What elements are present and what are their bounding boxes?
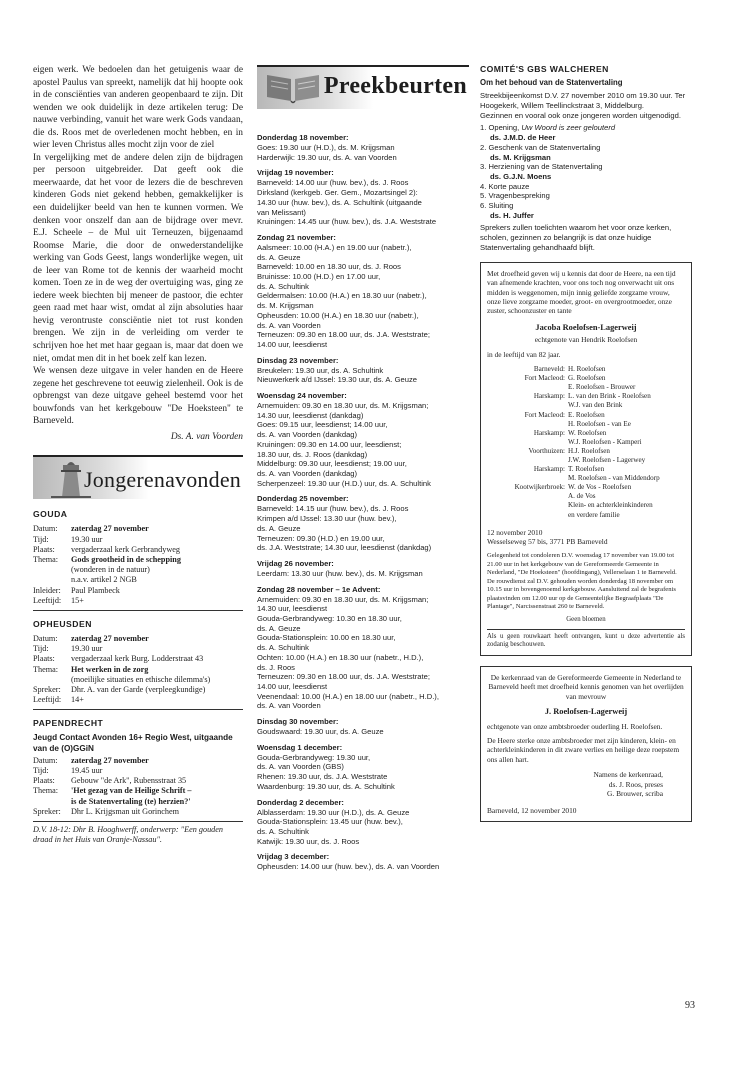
obituary-date: 12 november 2010: [487, 527, 543, 537]
service-day: Dinsdag 23 november: Breukelen: 19.30 uur, ds. A. Schultink Nieuwerkerk a/d IJssel: 19.30 uur, ds. A. Geuze: [257, 355, 417, 385]
service-day: Vrijdag 26 november: Leerdam: 13.30 uur (huw. bev.), ds. M. Krijgsman: [257, 558, 423, 578]
deceased-name: Jacoba Roelofsen-Lagerweij: [535, 322, 637, 332]
preekbeurten-header: [257, 65, 469, 111]
relatives-list: Barneveld: H. Roelofsen Fort Macleod: G. Roelofsen E. Roelofsen - Brouwer Harskamp: L. van den Brink - Roelofsen W.J. van den Brink Fort Macleod: E. Roelofsen H. Roelofsen - van Ee Harskamp: W. Roelofsen W.J. Roelofsen - Kamperi Voorthuizen: H.J. Roelofsen J.W. Roelofsen - Lagerwey Harskamp: T. Roelofsen M. Roelofsen - van Middendorp Kootwijkerbroek: W. de Vos - Roelofsen A. de Vos Klein- en achterkleinkinderen en verdere familie: [514, 365, 660, 519]
divider: [33, 821, 243, 822]
age-line: in de leeftijd van 82 jaar.: [487, 349, 561, 359]
divider: [33, 709, 243, 710]
section-title: Jongerenavonden: [84, 467, 241, 493]
obituary-intro: Met droefheid geven wij u kennis dat door de Heere, na een tijd van afnemende krachten, voor ons toch nog onverwacht uit ons midden is weggenomen, mijn innig geliefde zorgzame vrouw, onze lieve zorgzame moeder, groot- en overgrootmoeder, onze zuster, schoonzuster en tante: [487, 268, 676, 316]
comite-intro: Streekbijeenkomst D.V. 27 november 2010 om 19.30 uur. Ter Hoogekerk, Willem Teellinckstraat 3, Middelburg.: [480, 91, 686, 110]
section-title: Preekbeurten: [323, 73, 467, 99]
list-item: 5. Vragenbespreking: [480, 191, 550, 201]
paragraph: eigen werk. We bedoelen dan het getuigenis waar de apostel Paulus van spreekt, namelijk dat hij hoopte ook in de consciënties van anderen geopenbaard te zijn. Dit wenden we ook duidelijk in deze artikelen terug: De nauwe verbinding, vanuit het ware werk Gods vandaan, die ds. Roos met de overledenen mocht hebben, en in wier leven Christus alles mocht zijn voor de ziel: [33, 65, 243, 151]
list-item: 1. Opening, Uw Woord is zeer gelouterd ds. J.M.D. de Heer: [480, 123, 616, 143]
papendrecht-subtitle: Jeugd Contact Avonden 16+ Regio West, uitgaande van de (O)GGiN: [33, 733, 233, 753]
comite-notice: [480, 64, 692, 253]
section-opheusden-title: OPHEUSDEN: [33, 619, 92, 630]
papendrecht-note: D.V. 18-12: Dhr B. Hooghwerff, onderwerp: "Een gouden draad in het Huis van Oranje-Nassau".: [33, 825, 223, 845]
obituary-text: De Heere sterke onze ambtsbroeder met zijn kinderen, klein- en achterkleinkinderen in dit zware verlies en heilige deze roepstem ons allen hart.: [487, 735, 680, 764]
page-number: 93: [685, 1000, 695, 1011]
signature-line: ds. J. Roos, preses: [608, 779, 663, 789]
obituary-address: Wesselseweg 57 bis, 3771 PB Barneveld: [487, 537, 608, 547]
flowers-note: Geen bloemen: [566, 616, 606, 624]
service-day: Donderdag 2 december: Alblasserdam: 19.30 uur (H.D.), ds. A. Geuze Gouda-Stationsplein: 13.45 uur (huw. bev.), ds. A. Schultink Katwijk: 19.30 uur, ds. J. Roos: [257, 797, 410, 846]
obituary-intro: De kerkenraad van de Gereformeerde Gemeente in Nederland te Barneveld heeft met droefheid kennis genomen van het overlijden van mevrouw: [488, 672, 684, 701]
service-day: Woensdag 24 november: Arnemuiden: 09.30 en 18.30 uur, ds. M. Krijgsman; 14.30 uur, leesdienst (dankdag) Goes: 09.15 uur, leesdienst; 14.00 uur, ds. A. van Voorden (dankdag) Kruiningen: 09.30 en 14.00 uur, leesdienst; 18.30 uur, ds. J. Roos (dankdag) Middelburg: 09.30 uur, leesdienst; 19.00 uur, ds. A. van Voorden (dankdag) Scherpenzeel: 19.30 uur (H.D.) uur, ds. A. Schultink: [257, 391, 431, 488]
list-item: 2. Geschenk van de Statenvertaling ds. M. Krijgsman: [480, 142, 601, 162]
paragraph: In vergelijking met de andere delen zijn de bijdragen per persoon uitgebreider. Dat geeft ook die meerwaarde, dat het voor de lezers die de beschreven kinderen Gods niet gekend hebben, gemakkelijker is een duidelijker beeld van hen te kunnen vormen. We denken voor onszelf dan aan de bijdrage over mevr. E.J. Scheele – de Mul uit Terneuzen, bijgenaamd Roomse Marie, die door de onwederstandelijke werking van Gods Geest, langs wonderlijke wegen, uit de leer van Rome tot de kennis der waarheid mocht komen. Toen ze in de weg der overtuiging was, ging ze iedere week biechten bij meneer de pastoor, die echter geen raad met haar wist, omdat al zijn absoluties haar hevig verontruste consciëntie niet tot rust konden brengen. We zijn in de verleiding om verder te schrijven hoe het met haar gegaan is, maar dat doen we niet, omdat men dit in het boek zelf kan lezen.: [33, 152, 243, 364]
service-day: Zondag 28 november – 1e Advent: Arnemuiden: 09.30 en 18.30 uur, ds. M. Krijgsman; 14.30 uur, leesdienst Gouda-Gerbrandyweg: 10.30 en 18.30 uur, ds. A. Geuze Gouda-Stationsplein: 10.00 en 18.30 uur, ds. A. Schultink Ochten: 10.00 (H.A.) en 18.30 uur (nabetr., H.D.), ds. J. Roos Terneuzen: 09.30 en 18.00 uur, ds. J.A. Weststrate; 14.00 uur, leesdienst Veenendaal: 10.00 (H.A.) en 18.00 uur (nabetr., H.D.), ds. A. van Voorden: [257, 584, 439, 711]
signature-line: G. Brouwer, scriba: [607, 788, 663, 798]
service-day: Vrijdag 3 december: Opheusden: 14.00 uur (huw. bev.), ds. A. van Voorden: [257, 852, 440, 872]
deceased-name: J. Roelofsen-Lagerweij: [544, 707, 628, 717]
opheusden-details: Datum: zaterdag 27 november Tijd: 19.30 uur Plaats: vergaderzaal kerk Burg. Lodderstraat 43 Thema: Het werken in de zorg (moeilijke situaties en ethische dilemma's) Spreker: Dhr. A. van der Garde (verpleegkundige) Leeftijd: 14+: [33, 634, 211, 705]
service-day: Dinsdag 30 november: Goudswaard: 19.30 uur, ds. A. Geuze: [257, 717, 384, 737]
comite-subtitle: Om het behoud van de Statenvertaling: [480, 78, 623, 87]
spouse-line: echtgenote van onze ambtsbroeder ouderling H. Roelofsen.: [487, 721, 663, 731]
column-left: [33, 64, 243, 845]
jongeren-header: [33, 455, 243, 501]
signature: Ds. A. van Voorden: [170, 431, 243, 442]
comite-intro: Gezinnen en vooral ook onze jongeren worden uitgenodigd.: [480, 110, 681, 120]
obituary-1: [480, 262, 692, 656]
column-middle: [257, 58, 469, 878]
list-item: 3. Herziening van de Statenvertaling ds. G.J.N. Moens: [480, 162, 603, 181]
divider: [33, 610, 243, 611]
obituary-2: [480, 666, 692, 822]
open-book-icon: [263, 71, 323, 107]
service-day: Donderdag 25 november: Barneveld: 14.15 uur (huw. bev.), ds. J. Roos Krimpen a/d IJssel: 13.30 uur (huw. bev.), ds. A. Geuze Terneuzen: 09.30 (H.D.) en 19.00 uur, ds. J.A. Weststrate; 14.30 uur, leesdienst (dankdag): [257, 494, 432, 553]
gouda-details: Datum: zaterdag 27 november Tijd: 19.30 uur Plaats: vergaderzaal kerk Gerbrandyweg Thema: Gods grootheid in de schepping (wonderen in de natuur) n.a.v. artikel 2 NGB Inleider: Paul Plambeck Leeftijd: 15+: [33, 524, 181, 605]
signature-line: Namens de kerkenraad,: [593, 770, 663, 780]
funeral-info: Gelegenheid tot condoleren D.V. woensdag 17 november van 19.00 tot 21.00 uur in het kerkgebouw van de Gereformeerde Gemeente in Nederland, "De Hoeksteen" (hoofdingang), Vellerselaan 1 te Barneveld. De rouwdienst zal D.V. gehouden worden donderdag 18 november om 10.15 uur in bovengenoemd kerkgebouw. Aansluitend zal de begrafenis plaatsvinden om 12.00 uur op de Gemeentelijke Begraafplaats "De Plantage", Narcissenstraat 260 te Barneveld.: [487, 552, 677, 610]
divider: [487, 629, 685, 630]
papendrecht-details: Datum: zaterdag 27 november Tijd: 19.45 uur Plaats: Gebouw "de Ark", Rubensstraat 35 Thema: 'Het gezag van de Heilige Schrift – is de Statenvertaling (te) herzien?' Spreker: Dhr L. Krijgsman uit Gorinchem: [33, 755, 192, 816]
card-note: Als u geen rouwkaart heeft ontvangen, kunt u deze advertentie als zodanig beschouwen.: [487, 632, 685, 649]
service-day: Vrijdag 19 november: Barneveld: 14.00 uur (huw. bev.), ds. J. Roos Dirksland (kerkgeb. Ger. Gem., Mozartsingel 2): 14.30 uur (huw. bev.), ds. A. Schultink (uitgaande van Melissant) Kruiningen: 14.45 uur (huw. bev.), ds. J.A. Weststrate: [257, 168, 437, 227]
list-item: 4. Korte pauze: [480, 181, 530, 191]
section-papendrecht-title: PAPENDRECHT: [33, 718, 104, 729]
column-right: [480, 64, 692, 822]
obituary-date: Barneveld, 12 november 2010: [487, 806, 577, 816]
spouse-line: echtgenote van Hendrik Roelofsen: [534, 335, 638, 345]
paragraph: We wensen deze uitgave in veler handen en de Heere zegene het geschrevene tot eeuwig zielenheil. Ook is de opbrengst van deze uitgave geheel bestemd voor het bouwfonds van het kerkgebouw "De Hoeksteen" te Barneveld.: [33, 366, 243, 427]
service-day: Woensdag 1 december: Gouda-Gerbrandyweg: 19.30 uur, ds. A. van Voorden (GBS) Rhenen: 19.30 uur, ds. J.A. Weststrate Waardenburg: 19.30 uur, ds. A. Schultink: [257, 742, 395, 791]
program-list: [480, 123, 692, 220]
comite-outro: Sprekers zullen toelichten waarom het voor onze kerken, scholen, gezinnen zo belangrijk is dat onze huidige Statenvertaling gehandhaafd blijft.: [480, 223, 672, 253]
list-item: 6. Sluiting ds. H. Juffer: [480, 201, 534, 220]
service-day: Donderdag 18 november: Goes: 19.30 uur (H.D.), ds. M. Krijgsman Harderwijk: 19.30 uur, ds. A. van Voorden: [257, 133, 397, 162]
section-gouda-title: GOUDA: [33, 509, 68, 520]
service-day: Zondag 21 november: Aalsmeer: 10.00 (H.A.) en 19.00 uur (nabetr.), ds. A. Geuze Barneveld: 10.00 en 18.30 uur, ds. J. Roos Bruinisse: 10.00 (H.D.) en 17.00 uur, ds. A. Schultink Geldermalsen: 10.00 (H.A.) en 18.30 uur (nabetr.), ds. M. Krijgsman Opheusden: 10.00 (H.A.) en 18.30 uur (nabetr.), ds. A. van Voorden Terneuzen: 09.30 en 18.00 uur, ds. J.A. Weststrate; 14.00 uur, leesdienst: [257, 232, 430, 349]
comite-title: COMITÉ'S GBS WALCHEREN: [480, 64, 609, 74]
